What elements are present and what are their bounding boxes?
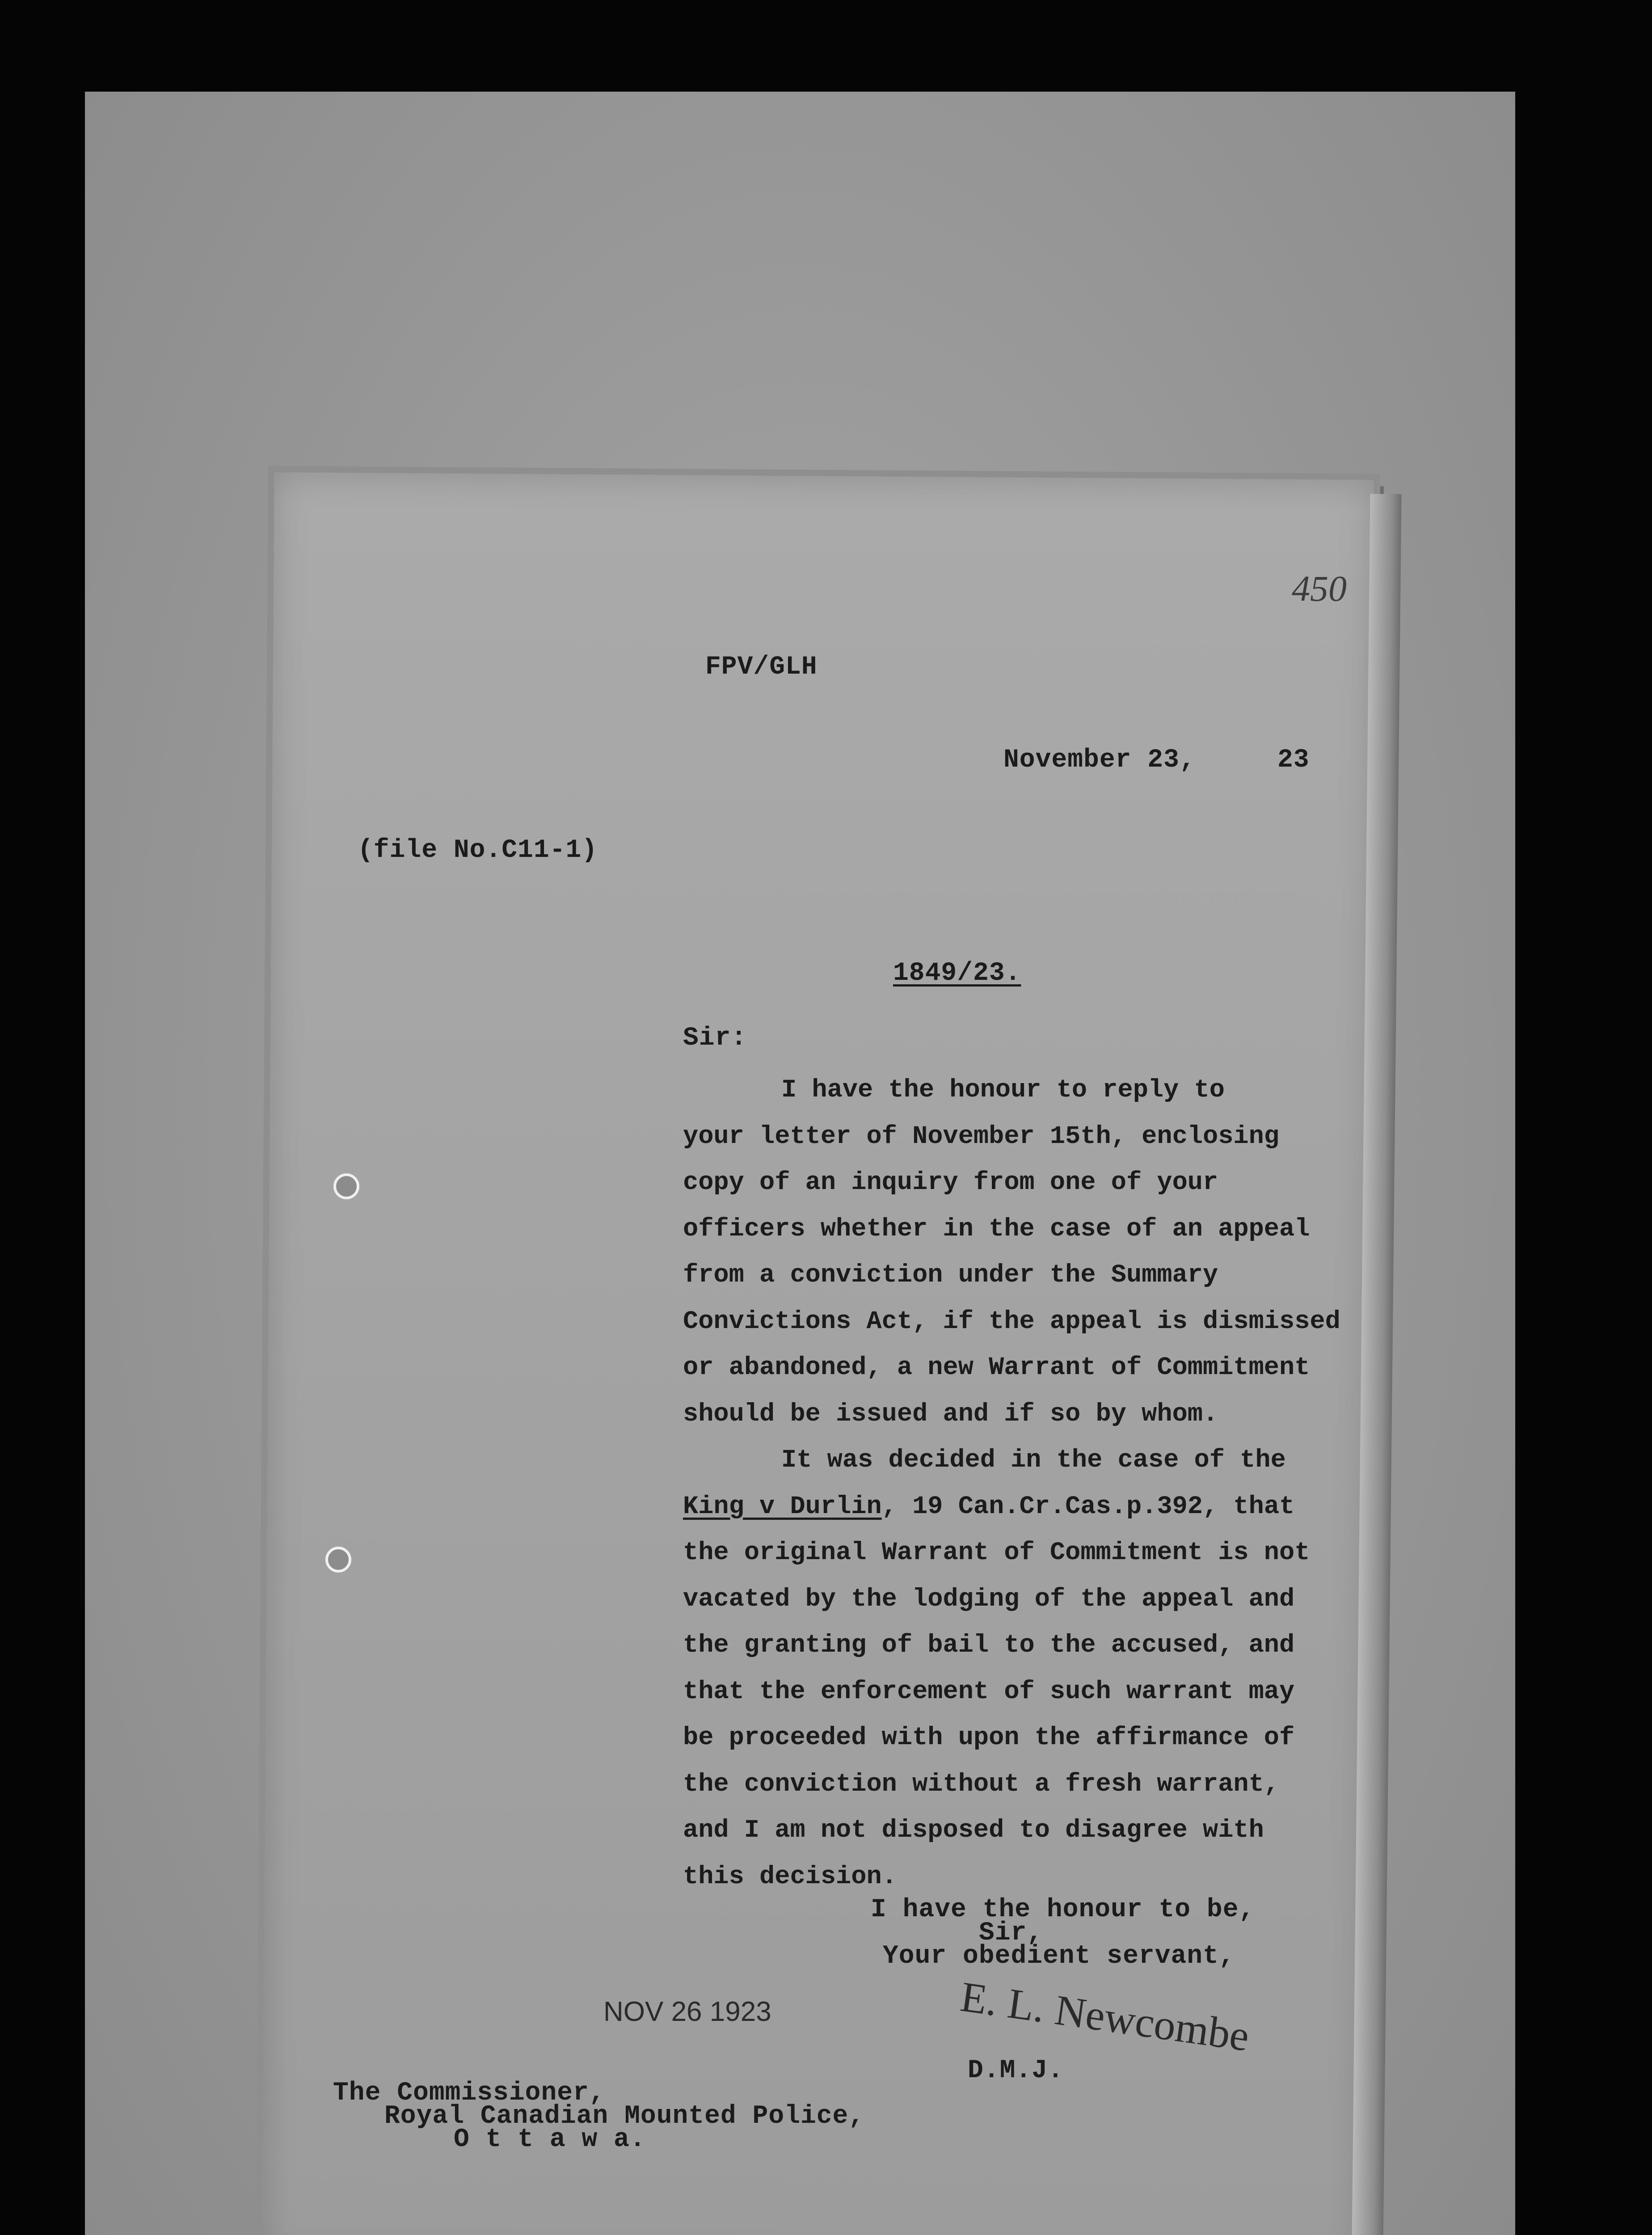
punch-hole: [325, 1547, 351, 1573]
body-line: from a conviction under the Summary: [683, 1261, 1218, 1290]
body-line: your letter of November 15th, enclosing: [683, 1122, 1280, 1151]
received-stamp: NOV 26 1923: [603, 1996, 771, 2027]
closing-line: Sir,: [979, 1919, 1043, 1948]
body-line: this decision.: [683, 1862, 897, 1891]
body-line: or abandoned, a new Warrant of Commitment: [683, 1354, 1310, 1382]
typist-initials: FPV/GLH: [705, 653, 818, 682]
closing-line: I have the honour to be,: [871, 1895, 1255, 1924]
addressee-line: Royal Canadian Mounted Police,: [384, 2102, 865, 2131]
letter-year: 23: [1277, 746, 1310, 775]
body-line: It was decided in the case of the: [781, 1446, 1286, 1475]
body-line: copy of an inquiry from one of your: [683, 1168, 1218, 1197]
salutation: Sir:: [683, 1024, 747, 1053]
closing-line: Your obedient servant,: [883, 1942, 1235, 1971]
body-line: the conviction without a fresh warrant,: [683, 1770, 1280, 1799]
letter-date: November 23,: [1003, 746, 1196, 775]
body-line: officers whether in the case of an appeal: [683, 1214, 1310, 1244]
body-line: I have the honour to reply to: [781, 1076, 1225, 1105]
case-citation: , 19 Can.Cr.Cas.p.392, that: [881, 1492, 1295, 1521]
body-line: Convictions Act, if the appeal is dismissed: [683, 1307, 1340, 1336]
body-line: the granting of bail to the accused, and: [683, 1631, 1295, 1660]
case-name: King v Durlin: [683, 1492, 882, 1521]
body-line: be proceeded with upon the affirmance of: [683, 1724, 1295, 1752]
signature-stamp: E. L. Newcombe: [957, 1972, 1252, 2061]
reference-number: 1849/23.: [893, 959, 1021, 988]
addressee-line: The Commissioner,: [333, 2079, 605, 2108]
body-line: that the enforcement of such warrant may: [683, 1677, 1295, 1706]
punch-hole: [333, 1173, 359, 1199]
letter-body: [683, 1067, 1340, 1900]
body-line: the original Warrant of Commitment is not: [683, 1539, 1310, 1567]
signer-title: D.M.J.: [968, 2056, 1064, 2085]
page-number: 450: [1292, 568, 1347, 609]
addressee-line: O t t a w a.: [454, 2125, 646, 2154]
body-line: and I am not disposed to disagree with: [683, 1816, 1264, 1845]
body-line: should be issued and if so by whom.: [683, 1400, 1218, 1429]
file-number: (file No.C11-1): [358, 836, 598, 865]
body-line: vacated by the lodging of the appeal and: [683, 1585, 1295, 1614]
case-citation-line: [683, 1484, 1340, 1531]
